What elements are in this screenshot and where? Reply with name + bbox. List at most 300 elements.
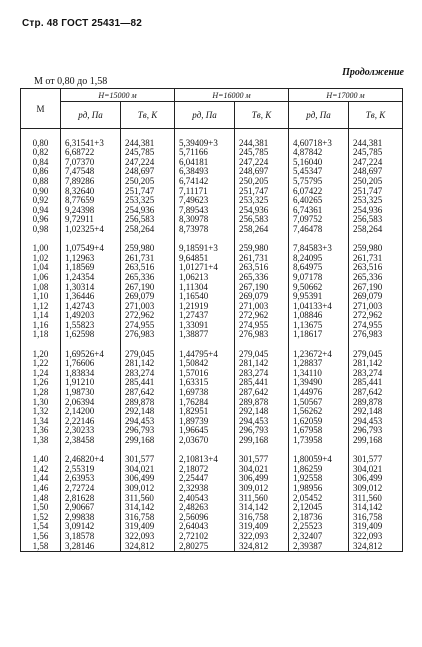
column-header-temperature: Tв, К [235, 102, 289, 129]
table-row [21, 465, 403, 475]
temperature-cell: 271,003 [349, 302, 403, 312]
mach-cell: 0,88 [21, 177, 61, 187]
temperature-cell: 292,148 [121, 407, 175, 417]
temperature-cell: 263,516 [349, 263, 403, 273]
mach-cell: 1,50 [21, 503, 61, 513]
pressure-cell: 6,74142 [175, 177, 235, 187]
table-row [21, 148, 403, 158]
pressure-cell: 2,25523 [289, 522, 349, 532]
pressure-cell: 1,56262 [289, 407, 349, 417]
table-subtitle: М от 0,80 до 1,58 [34, 76, 108, 87]
temperature-cell: 258,264 [349, 225, 403, 235]
spacer-cell [21, 340, 61, 350]
table-row [21, 426, 403, 436]
temperature-cell: 279,045 [349, 350, 403, 360]
pressure-cell: 5,75795 [289, 177, 349, 187]
table-row [21, 283, 403, 293]
pressure-cell: 9,72911 [61, 215, 121, 225]
pressure-cell: 3,28146 [61, 542, 121, 552]
spacer-cell [349, 235, 403, 245]
temperature-cell: 274,955 [349, 321, 403, 331]
pressure-cell: 1,50842 [175, 359, 235, 369]
pressure-cell: 2,32938 [175, 484, 235, 494]
pressure-cell: 2,14200 [61, 407, 121, 417]
table-row [21, 369, 403, 379]
group-spacer [21, 446, 403, 456]
mach-cell: 1,06 [21, 273, 61, 283]
temperature-cell: 292,148 [349, 407, 403, 417]
mach-cell: 0,90 [21, 187, 61, 197]
temperature-cell: 254,936 [121, 206, 175, 216]
temperature-cell: 314,142 [235, 503, 289, 513]
temperature-cell: 247,224 [349, 158, 403, 168]
pressure-cell: 2,05452 [289, 494, 349, 504]
temperature-cell: 251,747 [235, 187, 289, 197]
table-row [21, 513, 403, 523]
temperature-cell: 309,012 [235, 484, 289, 494]
pressure-cell: 1,89739 [175, 417, 235, 427]
pressure-cell: 3,09142 [61, 522, 121, 532]
mach-cell: 1,08 [21, 283, 61, 293]
pressure-cell: 8,32640 [61, 187, 121, 197]
temperature-cell: 287,642 [235, 388, 289, 398]
table-row [21, 311, 403, 321]
spacer-cell [235, 446, 289, 456]
mach-cell: 1,00 [21, 244, 61, 254]
pressure-cell: 1,06213 [175, 273, 235, 283]
pressure-cell: 1,21919 [175, 302, 235, 312]
pressure-cell: 2,06394 [61, 398, 121, 408]
column-header-temperature: Tв, К [349, 102, 403, 129]
temperature-cell: 265,336 [235, 273, 289, 283]
temperature-cell: 256,583 [349, 215, 403, 225]
pressure-cell: 5,16040 [289, 158, 349, 168]
temperature-cell: 248,697 [121, 167, 175, 177]
pressure-cell: 3,18578 [61, 532, 121, 542]
temperature-cell: 319,409 [349, 522, 403, 532]
temperature-cell: 314,142 [121, 503, 175, 513]
temperature-cell: 276,983 [121, 330, 175, 340]
mach-cell: 0,84 [21, 158, 61, 168]
pressure-cell: 2,03670 [175, 436, 235, 446]
table-row [21, 542, 403, 552]
pressure-cell: 1,62598 [61, 330, 121, 340]
pressure-cell: 2,64043 [175, 522, 235, 532]
pressure-cell: 2,30233 [61, 426, 121, 436]
table-row [21, 196, 403, 206]
table-row [21, 407, 403, 417]
mach-cell: 0,86 [21, 167, 61, 177]
pressure-cell: 1,91210 [61, 378, 121, 388]
pressure-cell: 1,76606 [61, 359, 121, 369]
pressure-cell: 1,33091 [175, 321, 235, 331]
spacer-cell [121, 129, 175, 139]
table-row [21, 474, 403, 484]
pressure-cell: 6,31541+3 [61, 139, 121, 149]
column-header-pressure: pд, Па [175, 102, 235, 129]
mach-cell: 1,04 [21, 263, 61, 273]
temperature-cell: 254,936 [235, 206, 289, 216]
mach-cell: 1,30 [21, 398, 61, 408]
mach-cell: 1,40 [21, 455, 61, 465]
temperature-cell: 301,577 [121, 455, 175, 465]
table-row [21, 378, 403, 388]
pressure-cell: 2,90667 [61, 503, 121, 513]
temperature-cell: 306,499 [235, 474, 289, 484]
pressure-cell: 1,82951 [175, 407, 235, 417]
spacer-cell [21, 446, 61, 456]
table-row [21, 494, 403, 504]
temperature-cell: 324,812 [235, 542, 289, 552]
temperature-cell: 287,642 [121, 388, 175, 398]
pressure-cell: 2,18072 [175, 465, 235, 475]
temperature-cell: 299,168 [121, 436, 175, 446]
temperature-cell: 244,381 [235, 139, 289, 149]
pressure-cell: 1,39490 [289, 378, 349, 388]
pressure-cell: 1,42743 [61, 302, 121, 312]
temperature-cell: 253,325 [121, 196, 175, 206]
temperature-cell: 272,962 [121, 311, 175, 321]
pressure-cell: 6,07422 [289, 187, 349, 197]
pressure-cell: 1,44795+4 [175, 350, 235, 360]
temperature-cell: 311,560 [349, 494, 403, 504]
temperature-cell: 289,878 [349, 398, 403, 408]
pressure-cell: 9,07178 [289, 273, 349, 283]
temperature-cell: 316,758 [121, 513, 175, 523]
temperature-cell: 311,560 [121, 494, 175, 504]
table-row [21, 215, 403, 225]
temperature-cell: 294,453 [235, 417, 289, 427]
spacer-cell [121, 340, 175, 350]
column-header-mach: М [21, 89, 61, 129]
pressure-cell: 1,44976 [289, 388, 349, 398]
mach-cell: 0,96 [21, 215, 61, 225]
pressure-cell: 1,08846 [289, 311, 349, 321]
pressure-cell: 1,98956 [289, 484, 349, 494]
mach-cell: 1,28 [21, 388, 61, 398]
table-row [21, 350, 403, 360]
spacer-cell [175, 446, 235, 456]
pressure-cell: 1,49203 [61, 311, 121, 321]
mach-cell: 1,26 [21, 378, 61, 388]
temperature-cell: 274,955 [235, 321, 289, 331]
pressure-cell: 1,13675 [289, 321, 349, 331]
mach-cell: 1,18 [21, 330, 61, 340]
temperature-cell: 324,812 [349, 542, 403, 552]
table-row [21, 503, 403, 513]
temperature-cell: 269,079 [235, 292, 289, 302]
spacer-cell [61, 446, 121, 456]
temperature-cell: 247,224 [121, 158, 175, 168]
pressure-cell: 2,56096 [175, 513, 235, 523]
pressure-cell: 5,45347 [289, 167, 349, 177]
temperature-cell: 281,142 [235, 359, 289, 369]
group-spacer [21, 129, 403, 139]
pressure-cell: 2,40543 [175, 494, 235, 504]
temperature-cell: 251,747 [121, 187, 175, 197]
temperature-cell: 324,812 [121, 542, 175, 552]
group-spacer [21, 235, 403, 245]
temperature-cell: 248,697 [349, 167, 403, 177]
pressure-cell: 1,18569 [61, 263, 121, 273]
temperature-cell: 316,758 [349, 513, 403, 523]
pressure-cell: 9,95391 [289, 292, 349, 302]
temperature-cell: 314,142 [349, 503, 403, 513]
temperature-cell: 256,583 [235, 215, 289, 225]
pressure-cell: 1,67958 [289, 426, 349, 436]
pressure-cell: 2,12045 [289, 503, 349, 513]
temperature-cell: 263,516 [235, 263, 289, 273]
table-row [21, 292, 403, 302]
temperature-cell: 287,642 [349, 388, 403, 398]
mach-cell: 1,48 [21, 494, 61, 504]
temperature-cell: 248,697 [235, 167, 289, 177]
mach-cell: 1,20 [21, 350, 61, 360]
pressure-cell: 1,55823 [61, 321, 121, 331]
spacer-cell [235, 235, 289, 245]
mach-cell: 1,38 [21, 436, 61, 446]
pressure-cell: 8,77659 [61, 196, 121, 206]
temperature-cell: 251,747 [349, 187, 403, 197]
pressure-cell: 2,46820+4 [61, 455, 121, 465]
mach-cell: 1,02 [21, 254, 61, 264]
pressure-cell: 1,04133+4 [289, 302, 349, 312]
header-row-units [21, 102, 403, 129]
table-row [21, 359, 403, 369]
column-header-pressure: pд, Па [289, 102, 349, 129]
mach-cell: 1,34 [21, 417, 61, 427]
pressure-cell: 9,64851 [175, 254, 235, 264]
mach-cell: 0,82 [21, 148, 61, 158]
pressure-cell: 1,50567 [289, 398, 349, 408]
spacer-cell [235, 129, 289, 139]
pressure-cell: 9,50662 [289, 283, 349, 293]
temperature-cell: 258,264 [235, 225, 289, 235]
pressure-cell: 2,72102 [175, 532, 235, 542]
mach-cell: 1,14 [21, 311, 61, 321]
pressure-cell: 7,46478 [289, 225, 349, 235]
temperature-cell: 296,793 [349, 426, 403, 436]
temperature-cell: 285,441 [349, 378, 403, 388]
pressure-cell: 1,62059 [289, 417, 349, 427]
temperature-cell: 322,093 [121, 532, 175, 542]
temperature-cell: 294,453 [349, 417, 403, 427]
pressure-cell: 6,40265 [289, 196, 349, 206]
table-row [21, 330, 403, 340]
temperature-cell: 272,962 [349, 311, 403, 321]
temperature-cell: 283,274 [121, 369, 175, 379]
spacer-cell [61, 235, 121, 245]
pressure-cell: 7,09752 [289, 215, 349, 225]
temperature-cell: 304,021 [121, 465, 175, 475]
pressure-cell: 6,68722 [61, 148, 121, 158]
temperature-cell: 299,168 [235, 436, 289, 446]
table-row [21, 398, 403, 408]
temperature-cell: 276,983 [235, 330, 289, 340]
spacer-cell [121, 446, 175, 456]
pressure-cell: 8,24095 [289, 254, 349, 264]
temperature-cell: 304,021 [349, 465, 403, 475]
table-row [21, 417, 403, 427]
altitude-header-16000: Н=16000 м [175, 89, 289, 102]
pressure-cell: 7,11171 [175, 187, 235, 197]
temperature-cell: 253,325 [235, 196, 289, 206]
table-row [21, 522, 403, 532]
pressure-cell: 1,86259 [289, 465, 349, 475]
spacer-cell [175, 340, 235, 350]
temperature-cell: 319,409 [121, 522, 175, 532]
pressure-cell: 7,49623 [175, 196, 235, 206]
temperature-cell: 304,021 [235, 465, 289, 475]
table-body [21, 129, 403, 552]
pressure-cell: 6,38493 [175, 167, 235, 177]
temperature-cell: 311,560 [235, 494, 289, 504]
pressure-cell: 2,10813+4 [175, 455, 235, 465]
temperature-cell: 263,516 [121, 263, 175, 273]
temperature-cell: 245,785 [121, 148, 175, 158]
temperature-cell: 322,093 [349, 532, 403, 542]
table-row [21, 139, 403, 149]
temperature-cell: 267,190 [121, 283, 175, 293]
spacer-cell [349, 340, 403, 350]
mach-cell: 1,42 [21, 465, 61, 475]
pressure-cell: 2,48263 [175, 503, 235, 513]
pressure-cell: 7,84583+3 [289, 244, 349, 254]
temperature-cell: 247,224 [235, 158, 289, 168]
temperature-cell: 250,205 [349, 177, 403, 187]
temperature-cell: 271,003 [121, 302, 175, 312]
pressure-cell: 4,87842 [289, 148, 349, 158]
pressure-cell: 7,07370 [61, 158, 121, 168]
table-row [21, 167, 403, 177]
pressure-cell: 1,83834 [61, 369, 121, 379]
temperature-cell: 259,980 [235, 244, 289, 254]
table-row [21, 244, 403, 254]
temperature-cell: 322,093 [235, 532, 289, 542]
mach-cell: 0,94 [21, 206, 61, 216]
spacer-cell [175, 235, 235, 245]
table-row [21, 263, 403, 273]
table-row [21, 436, 403, 446]
temperature-cell: 299,168 [349, 436, 403, 446]
pressure-cell: 1,73958 [289, 436, 349, 446]
temperature-cell: 309,012 [121, 484, 175, 494]
pressure-cell: 2,99838 [61, 513, 121, 523]
temperature-cell: 285,441 [235, 378, 289, 388]
pressure-cell: 1,23672+4 [289, 350, 349, 360]
pressure-cell: 5,71166 [175, 148, 235, 158]
continuation-label: Продолжение [342, 67, 404, 78]
temperature-cell: 261,731 [235, 254, 289, 264]
mach-cell: 1,54 [21, 522, 61, 532]
temperature-cell: 258,264 [121, 225, 175, 235]
temperature-cell: 259,980 [349, 244, 403, 254]
pressure-cell: 1,38877 [175, 330, 235, 340]
pressure-cell: 1,98730 [61, 388, 121, 398]
pressure-cell: 8,30978 [175, 215, 235, 225]
temperature-cell: 265,336 [121, 273, 175, 283]
pressure-cell: 9,18591+3 [175, 244, 235, 254]
pressure-cell: 9,24398 [61, 206, 121, 216]
spacer-cell [61, 129, 121, 139]
pressure-cell: 1,34110 [289, 369, 349, 379]
temperature-cell: 267,190 [235, 283, 289, 293]
pressure-cell: 2,39387 [289, 542, 349, 552]
pressure-cell: 2,72724 [61, 484, 121, 494]
pressure-cell: 6,74361 [289, 206, 349, 216]
pressure-cell: 1,80059+4 [289, 455, 349, 465]
temperature-cell: 250,205 [121, 177, 175, 187]
temperature-cell: 316,758 [235, 513, 289, 523]
pressure-cell: 1,12963 [61, 254, 121, 264]
temperature-cell: 294,453 [121, 417, 175, 427]
pressure-cell: 1,30314 [61, 283, 121, 293]
temperature-cell: 253,325 [349, 196, 403, 206]
pressure-cell: 2,25447 [175, 474, 235, 484]
pressure-cell: 4,60718+3 [289, 139, 349, 149]
mach-cell: 1,52 [21, 513, 61, 523]
temperature-cell: 269,079 [121, 292, 175, 302]
pressure-cell: 7,89543 [175, 206, 235, 216]
spacer-cell [289, 129, 349, 139]
table-row [21, 254, 403, 264]
mach-cell: 1,58 [21, 542, 61, 552]
mach-cell: 1,46 [21, 484, 61, 494]
mach-cell: 0,98 [21, 225, 61, 235]
pressure-cell: 2,18736 [289, 513, 349, 523]
pressure-cell: 1,36446 [61, 292, 121, 302]
table-row [21, 225, 403, 235]
temperature-cell: 245,785 [235, 148, 289, 158]
mach-cell: 0,80 [21, 139, 61, 149]
pressure-cell: 1,76284 [175, 398, 235, 408]
mach-cell: 1,16 [21, 321, 61, 331]
pressure-cell: 1,01271+4 [175, 263, 235, 273]
column-header-temperature: Tв, К [121, 102, 175, 129]
temperature-cell: 289,878 [121, 398, 175, 408]
pressure-cell: 1,18617 [289, 330, 349, 340]
table-row [21, 484, 403, 494]
spacer-cell [289, 446, 349, 456]
temperature-cell: 259,980 [121, 244, 175, 254]
spacer-cell [175, 129, 235, 139]
pressure-cell: 1,02325+4 [61, 225, 121, 235]
pressure-cell: 2,55319 [61, 465, 121, 475]
pressure-cell: 6,04181 [175, 158, 235, 168]
table-row [21, 206, 403, 216]
temperature-cell: 306,499 [121, 474, 175, 484]
pressure-cell: 1,24354 [61, 273, 121, 283]
mach-cell: 1,56 [21, 532, 61, 542]
altitude-header-17000: Н=17000 м [289, 89, 403, 102]
page-header: Стр. 48 ГОСТ 25431—82 [22, 18, 142, 29]
pressure-cell: 1,27437 [175, 311, 235, 321]
temperature-cell: 285,441 [121, 378, 175, 388]
pressure-cell: 1,28837 [289, 359, 349, 369]
spacer-cell [121, 235, 175, 245]
pressure-cell: 1,11304 [175, 283, 235, 293]
temperature-cell: 245,785 [349, 148, 403, 158]
pressure-cell: 2,38458 [61, 436, 121, 446]
temperature-cell: 271,003 [235, 302, 289, 312]
spacer-cell [235, 340, 289, 350]
temperature-cell: 301,577 [235, 455, 289, 465]
temperature-cell: 301,577 [349, 455, 403, 465]
pressure-cell: 5,39409+3 [175, 139, 235, 149]
group-spacer [21, 340, 403, 350]
table-row [21, 187, 403, 197]
pressure-cell: 2,63953 [61, 474, 121, 484]
